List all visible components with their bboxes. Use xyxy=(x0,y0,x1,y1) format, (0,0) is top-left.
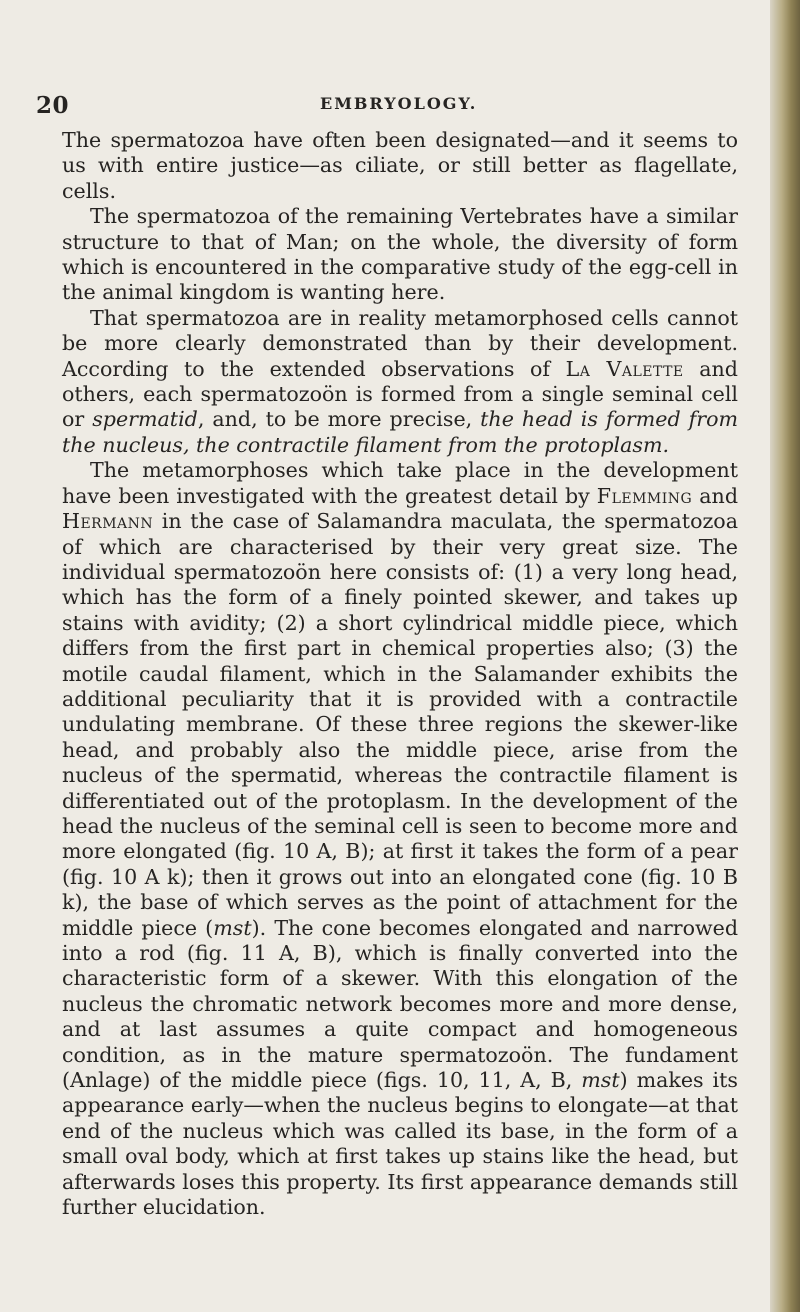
italic-label: mst xyxy=(581,1068,620,1093)
running-title: EMBRYOLOGY. xyxy=(320,94,478,113)
text-run: ) makes its appearance early—when the nucleus begins to elongate—at that end of the nucleus which was called its base, in the form of a small oval body, which at first takes up stains like the head, but afterwards loses this property. Its first appearance demands still further elucidation. xyxy=(62,1068,738,1220)
italic-emphasis: the head is formed from the nucleus, the contractile filament from the protoplasm. xyxy=(62,407,738,457)
paragraph-3 xyxy=(62,306,738,458)
text-run: , and, to be more precise, xyxy=(197,407,481,432)
paragraph-2: The spermatozoa of the remaining Vertebrates have a similar structure to that of Man; on the whole, the diversity of form which is encountered in the comparative study of the egg-cell in the animal kingdom is wanting here. xyxy=(62,204,738,305)
text-run: and others, each spermatozoön is formed from a single seminal cell or xyxy=(62,356,738,432)
body-text xyxy=(62,128,738,1220)
paragraph-1: The spermatozoa have often been designated—and it seems to us with entire justice—as ciliate, or still better as flagellate, cells. xyxy=(62,128,738,203)
author-name: Flemming xyxy=(596,483,693,508)
italic-term: spermatid xyxy=(92,407,198,432)
text-run: in the case of Salamandra maculata, the spermatozoa of which are characterised by their very great size. The individual spermatozoön here consists of: (1) a very long head, which has the form of a finely pointed skewer, and takes up stains with avidity; (2) a short cylindrical middle piece, which differs from the first part in chemical properties also; (3) the motile caudal filament, which in the Salamander exhibits the additional peculiarity that it is provided with a contractile undulating membrane. Of these three regions the skewer-like head, and probably also the middle piece, arise from the nucleus of the spermatid, whereas the contractile filament is differentiated out of the protoplasm. In the development of the head the nucleus of the seminal cell is seen to become more and more elongated (fig. 10 A, B); at first it takes the form of a pear (fig. 10 A k); then it grows out into an elongated cone (fig. 10 B k), the base of which serves as the point of attachment for the middle piece ( xyxy=(62,509,738,940)
author-name: Hermann xyxy=(62,509,154,534)
page-edge xyxy=(770,0,800,1312)
text-run: The metamorphoses which take place in the development have been investigated with the greatest detail by xyxy=(62,458,738,508)
text-run: ). The cone becomes elongated and narrowed into a rod (fig. 11 A, B), which is finally converted into the characteristic form of a skewer. With this elongation of the nucleus the chromatic network becomes more and more dense, and at last assumes a quite compact and homogeneous condition, as in the mature spermatozoön. The fundament (Anlage) of the middle piece (figs. 10, 11, A, B, xyxy=(62,915,739,1093)
paragraph-4 xyxy=(62,458,738,1220)
text-run: and xyxy=(692,483,738,508)
italic-label: mst xyxy=(213,915,252,940)
page-number: 20 xyxy=(36,92,70,119)
text-run: That spermatozoa are in reality metamorphosed cells cannot be more clearly demonstrated than by their development. According to the extended observations of xyxy=(62,305,738,381)
author-name: La Valette xyxy=(565,356,684,381)
